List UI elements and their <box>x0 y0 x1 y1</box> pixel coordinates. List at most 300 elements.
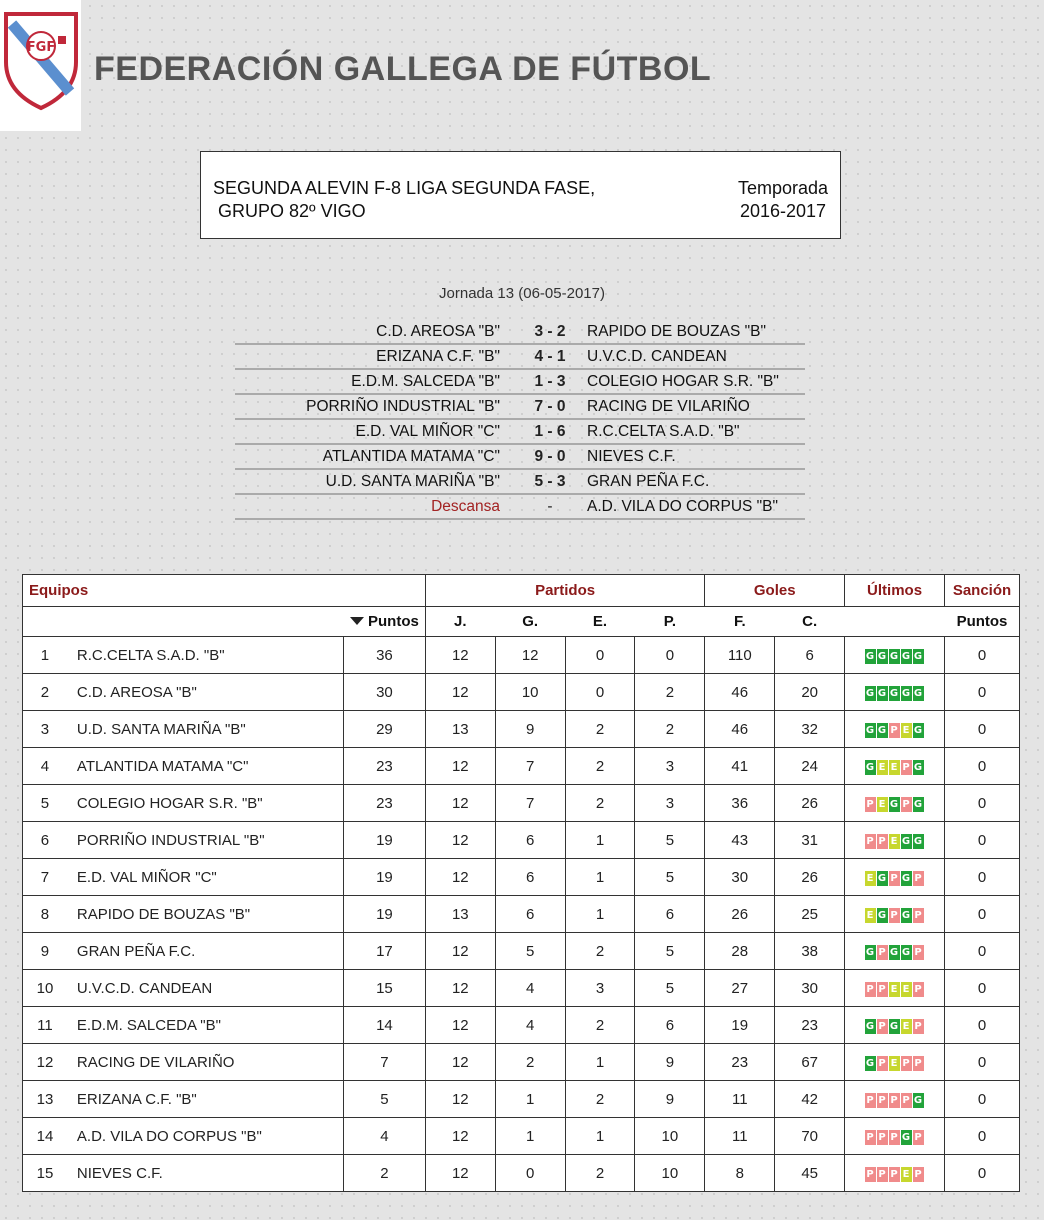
result-badge: G <box>913 688 923 699</box>
table-row <box>23 859 1020 896</box>
home-team[interactable]: C.D. AREOSA "B" <box>376 323 500 340</box>
c-cell: 25 <box>775 896 845 933</box>
g-cell: 5 <box>495 933 565 970</box>
away-team[interactable]: NIEVES C.F. <box>587 448 676 465</box>
f-cell: 36 <box>705 785 775 822</box>
team-link[interactable]: R.C.CELTA S.A.D. "B" <box>67 637 344 674</box>
c-cell: 26 <box>775 785 845 822</box>
sancion-cell: 0 <box>944 674 1019 711</box>
c-cell: 24 <box>775 748 845 785</box>
c-cell: 67 <box>775 1044 845 1081</box>
g-cell: 6 <box>495 859 565 896</box>
table-row <box>23 785 1020 822</box>
season-value: 2016-2017 <box>739 201 827 221</box>
pts-cell: 19 <box>344 822 426 859</box>
p-cell: 0 <box>635 637 705 674</box>
header-goles: Goles <box>705 575 845 607</box>
result-badge: G <box>901 1132 911 1143</box>
result-badge: G <box>901 688 911 699</box>
last-results-cell <box>845 896 945 933</box>
e-cell: 1 <box>565 1044 635 1081</box>
g-cell: 7 <box>495 785 565 822</box>
f-cell: 30 <box>705 859 775 896</box>
federation-logo <box>0 0 81 131</box>
table-row <box>23 1081 1020 1118</box>
result-badge: G <box>877 688 887 699</box>
pts-cell: 14 <box>344 1007 426 1044</box>
c-cell: 38 <box>775 933 845 970</box>
j-cell: 13 <box>425 896 495 933</box>
last-results-cell <box>845 970 945 1007</box>
column-sancion-puntos: Puntos <box>944 607 1019 637</box>
result-badge: G <box>901 836 911 847</box>
result-badge: G <box>901 910 911 921</box>
f-cell: 28 <box>705 933 775 970</box>
result-badge: G <box>901 873 911 884</box>
result-badge: P <box>866 836 874 847</box>
result-badge: P <box>866 1132 874 1143</box>
match-row <box>235 395 805 420</box>
team-link[interactable]: C.D. AREOSA "B" <box>67 674 344 711</box>
pts-cell: 19 <box>344 859 426 896</box>
e-cell: 1 <box>565 822 635 859</box>
last-results-cell <box>845 674 945 711</box>
group-header-row <box>23 575 1020 607</box>
match-score[interactable]: 4 - 1 <box>534 348 566 365</box>
c-cell: 32 <box>775 711 845 748</box>
result-badge: E <box>889 760 900 775</box>
result-badge: E <box>901 1019 912 1034</box>
column-puntos[interactable] <box>23 607 426 637</box>
column-puntos-label: Puntos <box>368 613 419 630</box>
result-badge: P <box>878 947 886 958</box>
column-p: P. <box>635 607 705 637</box>
result-badge: G <box>865 725 875 736</box>
g-cell: 10 <box>495 674 565 711</box>
f-cell: 11 <box>705 1118 775 1155</box>
j-cell: 12 <box>425 1118 495 1155</box>
team-link[interactable]: A.D. VILA DO CORPUS "B" <box>67 1118 344 1155</box>
match-score: - <box>547 498 553 515</box>
sancion-cell: 0 <box>944 711 1019 748</box>
pts-cell: 30 <box>344 674 426 711</box>
pts-cell: 2 <box>344 1155 426 1192</box>
match-results <box>235 320 805 520</box>
j-cell: 13 <box>425 711 495 748</box>
result-badge: G <box>913 725 923 736</box>
result-badge: G <box>913 799 923 810</box>
position-cell: 4 <box>23 748 67 785</box>
c-cell: 70 <box>775 1118 845 1155</box>
last-results-cell <box>845 1044 945 1081</box>
away-team[interactable]: R.C.CELTA S.A.D. "B" <box>587 423 740 440</box>
shield-logo-icon <box>0 0 81 131</box>
f-cell: 23 <box>705 1044 775 1081</box>
last-results-cell <box>845 1007 945 1044</box>
result-badge: G <box>889 1021 899 1032</box>
sancion-cell: 0 <box>944 1007 1019 1044</box>
sancion-cell: 0 <box>944 970 1019 1007</box>
pts-cell: 5 <box>344 1081 426 1118</box>
g-cell: 7 <box>495 748 565 785</box>
match-row <box>235 370 805 395</box>
sancion-cell: 0 <box>944 933 1019 970</box>
e-cell: 2 <box>565 1081 635 1118</box>
result-badge: E <box>901 982 912 997</box>
p-cell: 2 <box>635 674 705 711</box>
away-team[interactable]: U.V.C.D. CANDEAN <box>587 348 727 365</box>
f-cell: 110 <box>705 637 775 674</box>
away-team[interactable]: RAPIDO DE BOUZAS "B" <box>587 323 766 340</box>
result-badge: P <box>914 1132 922 1143</box>
last-results-cell <box>845 822 945 859</box>
p-cell: 6 <box>635 896 705 933</box>
team-link[interactable]: RAPIDO DE BOUZAS "B" <box>67 896 344 933</box>
pts-cell: 23 <box>344 785 426 822</box>
pts-cell: 29 <box>344 711 426 748</box>
p-cell: 10 <box>635 1118 705 1155</box>
column-header-row <box>23 607 1020 637</box>
pts-cell: 36 <box>344 637 426 674</box>
j-cell: 12 <box>425 822 495 859</box>
f-cell: 8 <box>705 1155 775 1192</box>
result-badge: G <box>889 799 899 810</box>
result-badge: P <box>866 799 874 810</box>
e-cell: 1 <box>565 859 635 896</box>
result-badge: P <box>890 725 898 736</box>
sancion-cell: 0 <box>944 1155 1019 1192</box>
p-cell: 5 <box>635 970 705 1007</box>
team-link[interactable]: GRAN PEÑA F.C. <box>67 933 344 970</box>
table-row <box>23 1118 1020 1155</box>
e-cell: 0 <box>565 637 635 674</box>
home-team[interactable]: E.D. VAL MIÑOR "C" <box>355 423 500 440</box>
table-row <box>23 748 1020 785</box>
sancion-cell: 0 <box>944 822 1019 859</box>
position-cell: 5 <box>23 785 67 822</box>
header-partidos: Partidos <box>425 575 704 607</box>
result-badge: G <box>901 947 911 958</box>
f-cell: 19 <box>705 1007 775 1044</box>
match-row <box>235 420 805 445</box>
sancion-cell: 0 <box>944 748 1019 785</box>
result-badge: G <box>865 1058 875 1069</box>
g-cell: 1 <box>495 1118 565 1155</box>
header-sancion: Sanción <box>944 575 1019 607</box>
logo-text: FGF <box>26 40 56 55</box>
p-cell: 9 <box>635 1044 705 1081</box>
result-badge: G <box>865 688 875 699</box>
table-row <box>23 1007 1020 1044</box>
table-row <box>23 637 1020 674</box>
column-e: E. <box>565 607 635 637</box>
c-cell: 42 <box>775 1081 845 1118</box>
e-cell: 2 <box>565 1007 635 1044</box>
c-cell: 20 <box>775 674 845 711</box>
result-badge: P <box>878 1021 886 1032</box>
away-team[interactable]: RACING DE VILARIÑO <box>587 398 750 415</box>
pts-cell: 15 <box>344 970 426 1007</box>
j-cell: 12 <box>425 748 495 785</box>
f-cell: 26 <box>705 896 775 933</box>
f-cell: 27 <box>705 970 775 1007</box>
result-badge: G <box>889 947 899 958</box>
match-score[interactable]: 1 - 6 <box>534 423 566 440</box>
jornada-title: Jornada 13 (06-05-2017) <box>439 285 605 302</box>
column-c: C. <box>775 607 845 637</box>
last-results-cell <box>845 1081 945 1118</box>
result-badge: G <box>877 725 887 736</box>
result-badge: G <box>865 947 875 958</box>
result-badge: G <box>901 651 911 662</box>
position-cell: 10 <box>23 970 67 1007</box>
away-team[interactable]: GRAN PEÑA F.C. <box>587 473 710 490</box>
page-title: FEDERACIÓN GALLEGA DE FÚTBOL <box>94 50 712 88</box>
e-cell: 1 <box>565 896 635 933</box>
p-cell: 5 <box>635 859 705 896</box>
j-cell: 12 <box>425 785 495 822</box>
header-equipos: Equipos <box>23 575 426 607</box>
result-badge: G <box>889 688 899 699</box>
column-g: G. <box>495 607 565 637</box>
position-cell: 14 <box>23 1118 67 1155</box>
result-badge: E <box>877 797 888 812</box>
home-team[interactable]: ERIZANA C.F. "B" <box>376 348 500 365</box>
position-cell: 13 <box>23 1081 67 1118</box>
match-row <box>235 345 805 370</box>
pts-cell: 23 <box>344 748 426 785</box>
position-cell: 6 <box>23 822 67 859</box>
competition-name-line2: GRUPO 82º VIGO <box>213 201 366 221</box>
match-row <box>235 470 805 495</box>
sancion-cell: 0 <box>944 1081 1019 1118</box>
sancion-cell: 0 <box>944 1044 1019 1081</box>
result-badge: P <box>902 799 910 810</box>
g-cell: 9 <box>495 711 565 748</box>
column-ultimos <box>845 607 945 637</box>
match-score[interactable]: 1 - 3 <box>534 373 566 390</box>
p-cell: 3 <box>635 748 705 785</box>
result-badge: P <box>878 984 886 995</box>
standings-body <box>23 637 1020 1192</box>
j-cell: 12 <box>425 1044 495 1081</box>
team-link[interactable]: COLEGIO HOGAR S.R. "B" <box>67 785 344 822</box>
p-cell: 6 <box>635 1007 705 1044</box>
standings-table <box>22 574 1020 1192</box>
match-score[interactable]: 7 - 0 <box>534 398 566 415</box>
g-cell: 2 <box>495 1044 565 1081</box>
table-row <box>23 896 1020 933</box>
result-badge: E <box>865 871 876 886</box>
result-badge: P <box>890 873 898 884</box>
result-badge: G <box>877 873 887 884</box>
table-row <box>23 674 1020 711</box>
season-label: Temporada <box>737 178 829 198</box>
result-badge: G <box>913 762 923 773</box>
c-cell: 6 <box>775 637 845 674</box>
position-cell: 11 <box>23 1007 67 1044</box>
result-badge: P <box>890 1095 898 1106</box>
p-cell: 5 <box>635 822 705 859</box>
position-cell: 8 <box>23 896 67 933</box>
home-team[interactable]: PORRIÑO INDUSTRIAL "B" <box>306 398 500 415</box>
match-score[interactable]: 5 - 3 <box>534 473 566 490</box>
p-cell: 10 <box>635 1155 705 1192</box>
result-badge: P <box>914 1021 922 1032</box>
result-badge: G <box>877 910 887 921</box>
result-badge: E <box>877 760 888 775</box>
result-badge: G <box>889 651 899 662</box>
away-team[interactable]: A.D. VILA DO CORPUS "B" <box>587 498 779 515</box>
result-badge: P <box>878 1169 886 1180</box>
j-cell: 12 <box>425 859 495 896</box>
j-cell: 12 <box>425 970 495 1007</box>
result-badge: G <box>865 1021 875 1032</box>
result-badge: G <box>877 651 887 662</box>
result-badge: G <box>913 651 923 662</box>
result-badge: E <box>889 834 900 849</box>
j-cell: 12 <box>425 1155 495 1192</box>
table-row <box>23 1044 1020 1081</box>
team-link[interactable]: U.D. SANTA MARIÑA "B" <box>67 711 344 748</box>
result-badge: P <box>878 1058 886 1069</box>
result-badge: P <box>914 910 922 921</box>
competition-name <box>213 177 595 223</box>
c-cell: 26 <box>775 859 845 896</box>
g-cell: 4 <box>495 970 565 1007</box>
home-team[interactable]: U.D. SANTA MARIÑA "B" <box>325 473 500 490</box>
result-badge: E <box>901 723 912 738</box>
rest-label: Descansa <box>431 498 500 515</box>
p-cell: 2 <box>635 711 705 748</box>
column-j: J. <box>425 607 495 637</box>
team-link[interactable]: PORRIÑO INDUSTRIAL "B" <box>67 822 344 859</box>
position-cell: 9 <box>23 933 67 970</box>
table-row <box>23 970 1020 1007</box>
f-cell: 46 <box>705 711 775 748</box>
result-badge: P <box>914 1169 922 1180</box>
last-results-cell <box>845 933 945 970</box>
result-badge: P <box>914 984 922 995</box>
result-badge: E <box>889 1056 900 1071</box>
team-link[interactable]: E.D. VAL MIÑOR "C" <box>67 859 344 896</box>
p-cell: 3 <box>635 785 705 822</box>
table-row <box>23 711 1020 748</box>
team-link[interactable]: ERIZANA C.F. "B" <box>67 1081 344 1118</box>
match-score[interactable]: 9 - 0 <box>534 448 566 465</box>
e-cell: 0 <box>565 674 635 711</box>
home-team[interactable]: E.D.M. SALCEDA "B" <box>351 373 500 390</box>
e-cell: 2 <box>565 1155 635 1192</box>
header-ultimos: Últimos <box>845 575 945 607</box>
p-cell: 9 <box>635 1081 705 1118</box>
f-cell: 46 <box>705 674 775 711</box>
sancion-cell: 0 <box>944 1118 1019 1155</box>
result-badge: P <box>890 1132 898 1143</box>
e-cell: 2 <box>565 785 635 822</box>
j-cell: 12 <box>425 933 495 970</box>
match-score[interactable]: 3 - 2 <box>534 323 566 340</box>
pts-cell: 17 <box>344 933 426 970</box>
j-cell: 12 <box>425 674 495 711</box>
e-cell: 2 <box>565 748 635 785</box>
result-badge: P <box>890 1169 898 1180</box>
team-link[interactable]: ATLANTIDA MATAMA "C" <box>67 748 344 785</box>
pts-cell: 19 <box>344 896 426 933</box>
result-badge: P <box>866 1095 874 1106</box>
f-cell: 11 <box>705 1081 775 1118</box>
sort-desc-icon <box>350 617 364 625</box>
result-badge: P <box>878 1095 886 1106</box>
result-badge: E <box>865 908 876 923</box>
g-cell: 4 <box>495 1007 565 1044</box>
result-badge: P <box>878 836 886 847</box>
g-cell: 1 <box>495 1081 565 1118</box>
f-cell: 41 <box>705 748 775 785</box>
sancion-cell: 0 <box>944 637 1019 674</box>
j-cell: 12 <box>425 1007 495 1044</box>
f-cell: 43 <box>705 822 775 859</box>
result-badge: P <box>866 1169 874 1180</box>
e-cell: 3 <box>565 970 635 1007</box>
column-f: F. <box>705 607 775 637</box>
e-cell: 1 <box>565 1118 635 1155</box>
pts-cell: 7 <box>344 1044 426 1081</box>
last-results-cell <box>845 637 945 674</box>
team-link[interactable]: NIEVES C.F. <box>67 1155 344 1192</box>
result-badge: P <box>878 1132 886 1143</box>
j-cell: 12 <box>425 637 495 674</box>
j-cell: 12 <box>425 1081 495 1118</box>
team-link[interactable]: U.V.C.D. CANDEAN <box>67 970 344 1007</box>
result-badge: P <box>866 984 874 995</box>
last-results-cell <box>845 1155 945 1192</box>
position-cell: 1 <box>23 637 67 674</box>
result-badge: P <box>902 1058 910 1069</box>
last-results-cell <box>845 859 945 896</box>
position-cell: 15 <box>23 1155 67 1192</box>
last-results-cell <box>845 785 945 822</box>
competition-name-line1: SEGUNDA ALEVIN F-8 LIGA SEGUNDA FASE, <box>213 178 596 198</box>
match-row <box>235 320 805 345</box>
result-badge: E <box>889 982 900 997</box>
pts-cell: 4 <box>344 1118 426 1155</box>
away-team[interactable]: COLEGIO HOGAR S.R. "B" <box>587 373 779 390</box>
c-cell: 45 <box>775 1155 845 1192</box>
season <box>728 177 838 223</box>
position-cell: 7 <box>23 859 67 896</box>
result-badge: P <box>890 910 898 921</box>
team-link[interactable]: RACING DE VILARIÑO <box>67 1044 344 1081</box>
competition-box <box>200 151 841 239</box>
result-badge: G <box>865 651 875 662</box>
table-row <box>23 822 1020 859</box>
p-cell: 5 <box>635 933 705 970</box>
e-cell: 2 <box>565 711 635 748</box>
c-cell: 30 <box>775 970 845 1007</box>
g-cell: 6 <box>495 822 565 859</box>
team-link[interactable]: E.D.M. SALCEDA "B" <box>67 1007 344 1044</box>
sancion-cell: 0 <box>944 859 1019 896</box>
sancion-cell: 0 <box>944 785 1019 822</box>
sancion-cell: 0 <box>944 896 1019 933</box>
c-cell: 31 <box>775 822 845 859</box>
result-badge: P <box>914 873 922 884</box>
position-cell: 3 <box>23 711 67 748</box>
last-results-cell <box>845 1118 945 1155</box>
result-badge: G <box>913 1095 923 1106</box>
home-team[interactable]: ATLANTIDA MATAMA "C" <box>322 448 500 465</box>
